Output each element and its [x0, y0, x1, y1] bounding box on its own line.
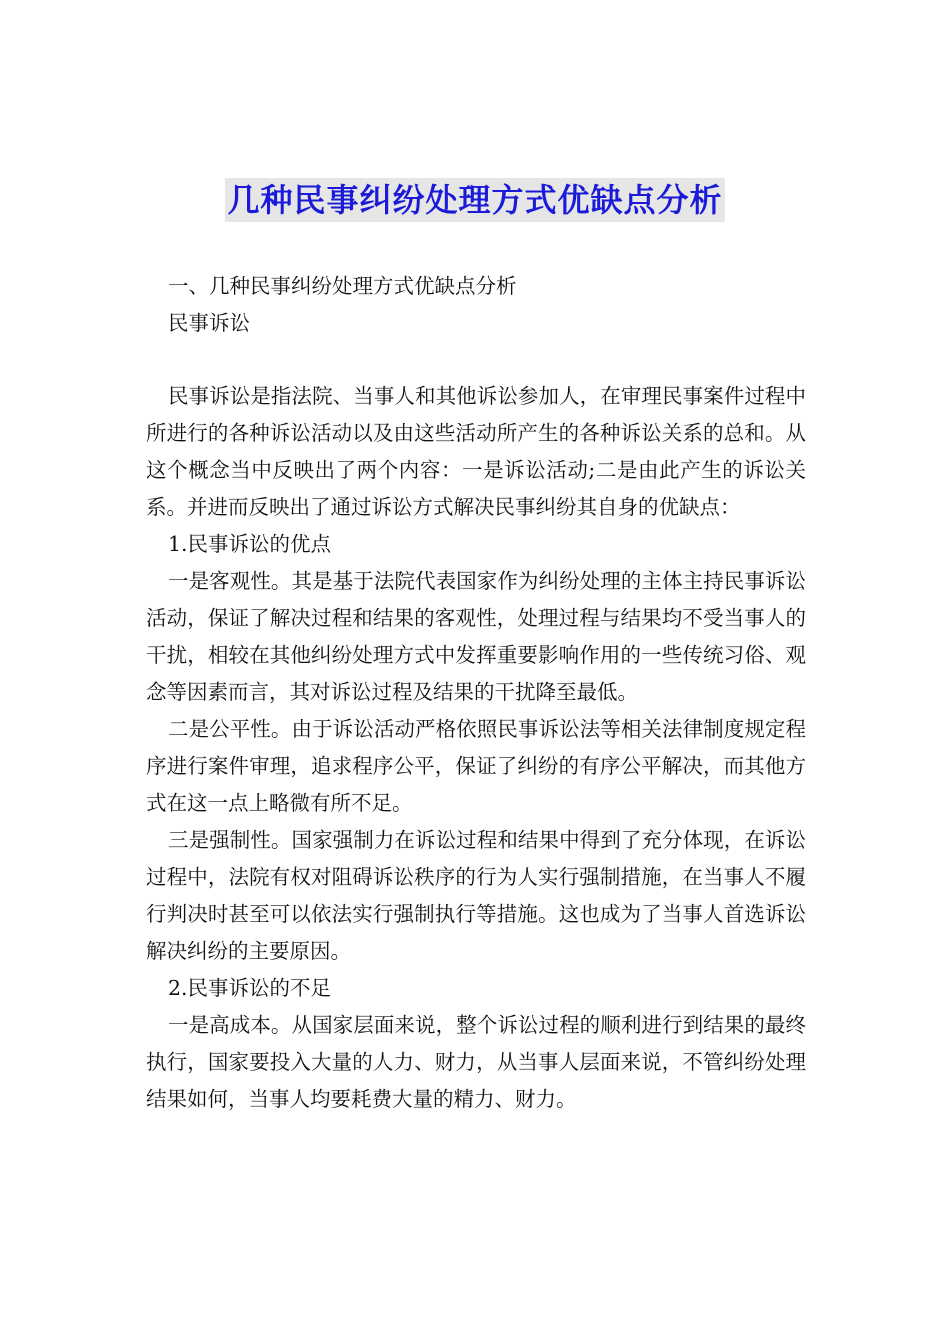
- document-body: [146, 268, 806, 1118]
- paragraph-enforceability: 三是强制性。国家强制力在诉讼过程和结果中得到了充分体现，在诉讼过程中，法院有权对阻碍诉讼秩序的行为人实行强制措施，在当事人不履行判决时甚至可以依法实行强制执行等措施。这也成为了当事人首选诉讼解决纠纷的主要原因。: [146, 828, 806, 963]
- blank-line: [146, 342, 806, 378]
- paragraph-objectivity: 一是客观性。其是基于法院代表国家作为纠纷处理的主体主持民事诉讼活动，保证了解决过程和结果的客观性，处理过程与结果均不受当事人的干扰，相较在其他纠纷处理方式中发挥重要影响作用的一些传统习俗、观念等因素而言，其对诉讼过程及结果的干扰降至最低。: [146, 569, 806, 704]
- paragraph-fairness: 二是公平性。由于诉讼活动严格依照民事诉讼法等相关法律制度规定程序进行案件审理，追求程序公平，保证了纠纷的有序公平解决，而其他方式在这一点上略微有所不足。: [146, 717, 806, 815]
- paragraph-high-cost: 一是高成本。从国家层面来说，整个诉讼过程的顺利进行到结果的最终执行，国家要投入大量的人力、财力，从当事人层面来说，不管纠纷处理结果如何，当事人均要耗费大量的精力、财力。: [146, 1013, 806, 1111]
- list-heading-advantages: 1.民事诉讼的优点: [168, 532, 332, 556]
- section-heading: 一、几种民事纠纷处理方式优缺点分析: [168, 274, 517, 298]
- document-title: 几种民事纠纷处理方式优缺点分析: [225, 178, 724, 222]
- paragraph-definition: 民事诉讼是指法院、当事人和其他诉讼参加人，在审理民事案件过程中所进行的各种诉讼活动以及由这些活动所产生的各种诉讼关系的总和。从这个概念当中反映出了两个内容：一是诉讼活动;二是由此产生的诉讼关系。并进而反映出了通过诉讼方式解决民事纠纷其自身的优缺点：: [146, 384, 806, 519]
- subsection-heading: 民事诉讼: [168, 311, 250, 335]
- title-container: [0, 178, 950, 222]
- list-heading-disadvantages: 2.民事诉讼的不足: [168, 976, 332, 1000]
